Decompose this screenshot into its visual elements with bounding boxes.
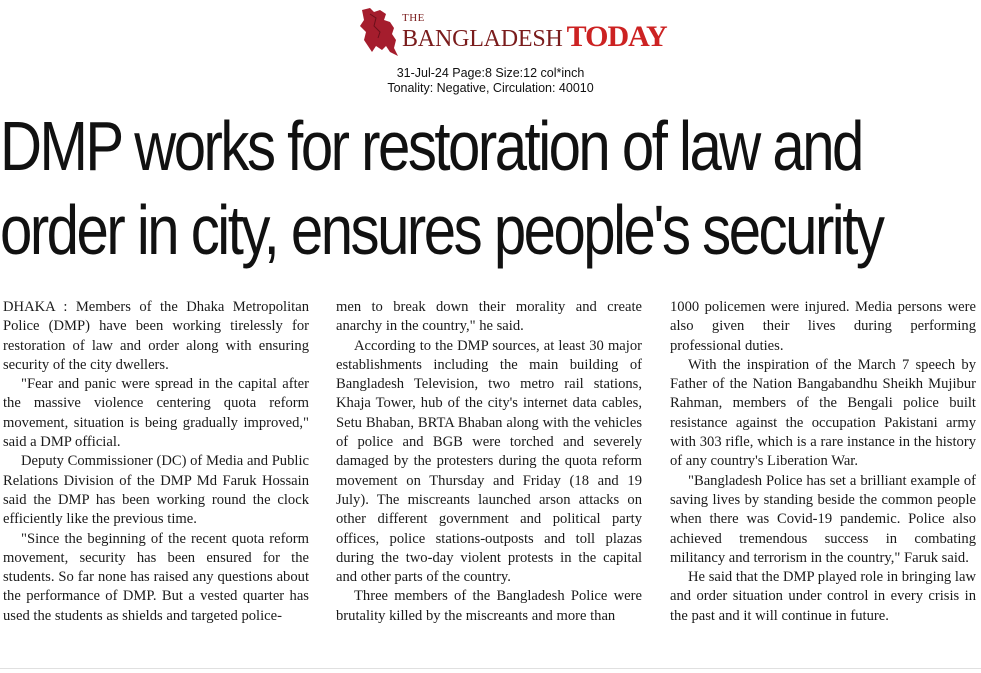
- paragraph-continued: men to break down their morality and create anarchy in the country," he said.: [336, 299, 642, 335]
- headline-line-1: DMP works for restoration of law and: [0, 107, 862, 185]
- clip-info-date-size: 31-Jul-24 Page:8 Size:12 col*inch: [396, 66, 585, 80]
- paragraph: "Fear and panic were spread in the capital after the massive violence centering quota reform movement, situation is being gradually improved," said a DMP official.: [3, 376, 309, 451]
- paragraph-dateline: DHAKA : Members of the Dhaka Metropolitan Police (DMP) have been working tirelessly for restoration of law and order along with ensuring security of the city dwellers.: [3, 299, 309, 373]
- paragraph: Three members of the Bangladesh Police were brutality killed by the miscreants and more than: [336, 588, 642, 624]
- masthead: [356, 6, 667, 58]
- bottom-divider: [0, 668, 981, 669]
- paragraph: He said that the DMP played role in bringing law and order situation under control in every crisis in the past and it will continue in future.: [670, 569, 976, 624]
- article-column-2: [336, 298, 642, 626]
- paragraph: According to the DMP sources, at least 30 major establishments including the main building of Bangladesh Television, two metro rail stations, Khaja Tower, hub of the city's internet data cables, Setu Bhaban, BRTA Bhaban along with the vehicles of police and BGB were torched and severely damaged by the protesters during the quota reform movement on Thursday and Friday (18 and 19 July). The miscreants launched arson attacks on other different government and political party offices, police stations-outposts and toll plazas during the two-day violent protests in the capital and other parts of the country.: [336, 337, 642, 586]
- masthead-today: TODAY: [566, 19, 667, 53]
- newspaper-logo: [402, 13, 667, 52]
- paragraph: Deputy Commissioner (DC) of Media and Public Relations Division of the DMP Md Faruk Hossain said the DMP has been working round the clock efficiently like the previous time.: [3, 453, 309, 528]
- paragraph: With the inspiration of the March 7 speech by Father of the Nation Bangabandhu Sheikh Mujibur Rahman, members of the Bengali police built resistance against the occupation Pakistani army with 303 rifle, which is a rare instance in the history of any country's Liberation War.: [670, 356, 976, 470]
- masthead-bangladesh: BANGLADESH: [402, 25, 563, 52]
- masthead-the: THE: [402, 11, 425, 24]
- article-headline: [0, 104, 883, 272]
- clip-info-tonality-circulation: Tonality: Negative, Circulation: 40010: [387, 81, 594, 95]
- article-column-1: [3, 298, 309, 626]
- paragraph-continued: 1000 policemen were injured. Media persons were also given their lives during performing professional duties.: [670, 299, 976, 354]
- paragraph: "Since the beginning of the recent quota reform movement, security has been ensured for the students. So far none has raised any questions about the performance of DMP. But a vested quarter has used the students as shields and targeted police-: [3, 530, 309, 624]
- paragraph: "Bangladesh Police has set a brilliant example of saving lives by standing beside the common people when there was Covid-19 pandemic. Police also achieved tremendous success in combating militancy and terrorism in the country," Faruk said.: [670, 472, 976, 566]
- headline-line-2: order in city, ensures people's security: [0, 191, 883, 269]
- bangladesh-map-icon: [356, 6, 400, 58]
- article-column-3: [670, 298, 976, 626]
